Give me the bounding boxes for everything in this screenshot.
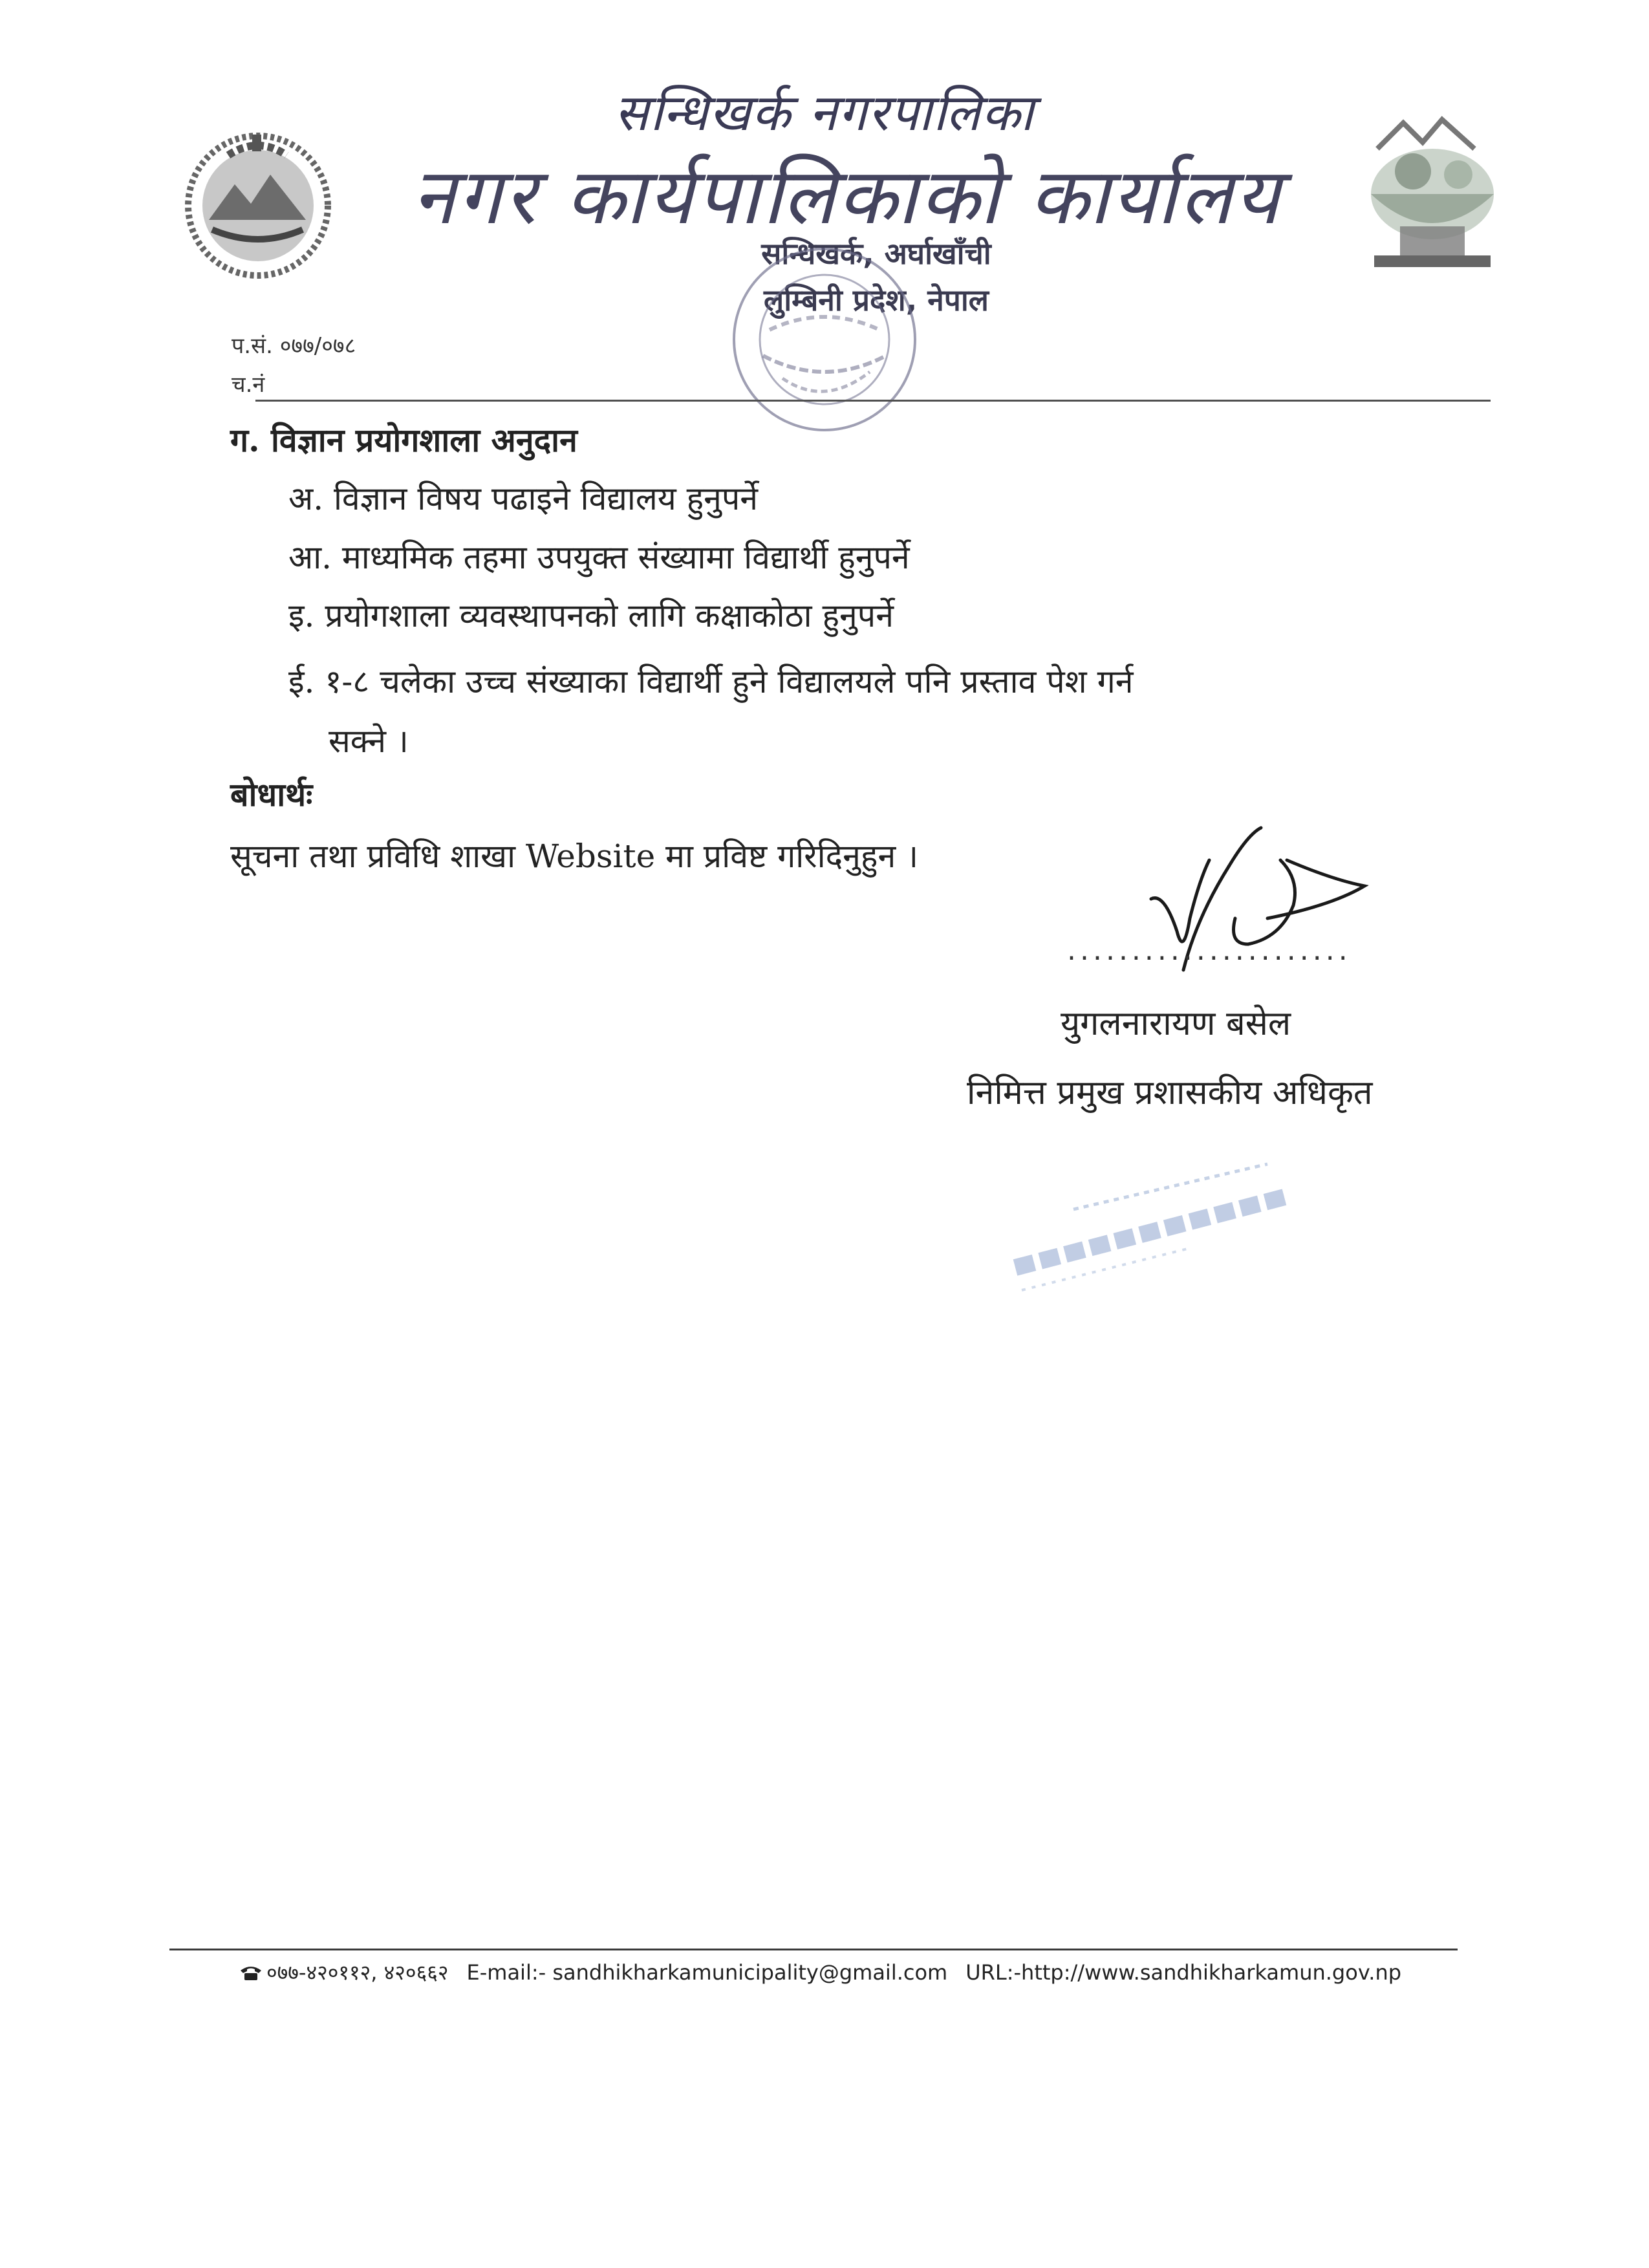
requirement-item-line: सक्ने । bbox=[329, 722, 409, 760]
footer-email: E-mail:- sandhikharkamunicipality@gmail.com bbox=[466, 1960, 948, 1985]
requirement-item-line: ई. १-८ चलेका उच्च संख्याका विद्यार्थी हुने विद्यालयले पनि प्रस्ताव पेश गर्न bbox=[288, 663, 1134, 700]
signatory-name: युगलनारायण बसेल bbox=[1061, 1004, 1291, 1043]
signatory-title: निमित्त प्रमुख प्रशासकीय अधिकृत bbox=[967, 1074, 1373, 1112]
address-province: लुम्बिनी प्रदेश, नेपाल bbox=[764, 283, 989, 318]
office-seal-stamp bbox=[718, 233, 931, 446]
footer-contact bbox=[239, 1958, 1401, 1986]
footer-divider bbox=[169, 1949, 1458, 1950]
address-district: सन्धिखर्क, अर्घाखाँची bbox=[761, 236, 991, 271]
requirement-item: आ. माध्यमिक तहमा उपयुक्त संख्यामा विद्यार्थी हुनुपर्ने bbox=[288, 539, 910, 576]
title-stamp bbox=[996, 1138, 1306, 1300]
header-divider bbox=[255, 400, 1491, 402]
requirement-item: अ. विज्ञान विषय पढाइने विद्यालय हुनुपर्ने bbox=[288, 480, 759, 517]
municipal-logo-icon bbox=[1352, 110, 1513, 275]
footer-phone: ०७७-४२०११२, ४२०६६२ bbox=[266, 1960, 449, 1985]
notice-heading: बोधार्थः bbox=[230, 775, 313, 814]
requirement-item: इ. प्रयोगशाला व्यवस्थापनको लागि कक्षाकोठा हुनुपर्ने bbox=[288, 597, 894, 634]
signature-line: ...................... bbox=[1067, 934, 1352, 967]
dispatch-number: च.नं bbox=[232, 372, 265, 398]
notice-text: सूचना तथा प्रविधि शाखा Website मा प्रविष्ट गरिदिनुहुन । bbox=[230, 837, 919, 875]
telephone-icon bbox=[239, 1964, 263, 1981]
office-name: नगर कार्यपालिकाको कार्यालय bbox=[412, 152, 1282, 242]
municipality-name: सन्धिखर्क नगरपालिका bbox=[614, 84, 1035, 142]
requirement-item bbox=[288, 652, 1433, 771]
reference-number: प.सं. ०७७/०७८ bbox=[232, 333, 356, 359]
section-heading: ग. विज्ञान प्रयोगशाला अनुदान bbox=[230, 421, 577, 459]
footer-url: URL:-http://www.sandhikharkamun.gov.np bbox=[965, 1960, 1402, 1985]
